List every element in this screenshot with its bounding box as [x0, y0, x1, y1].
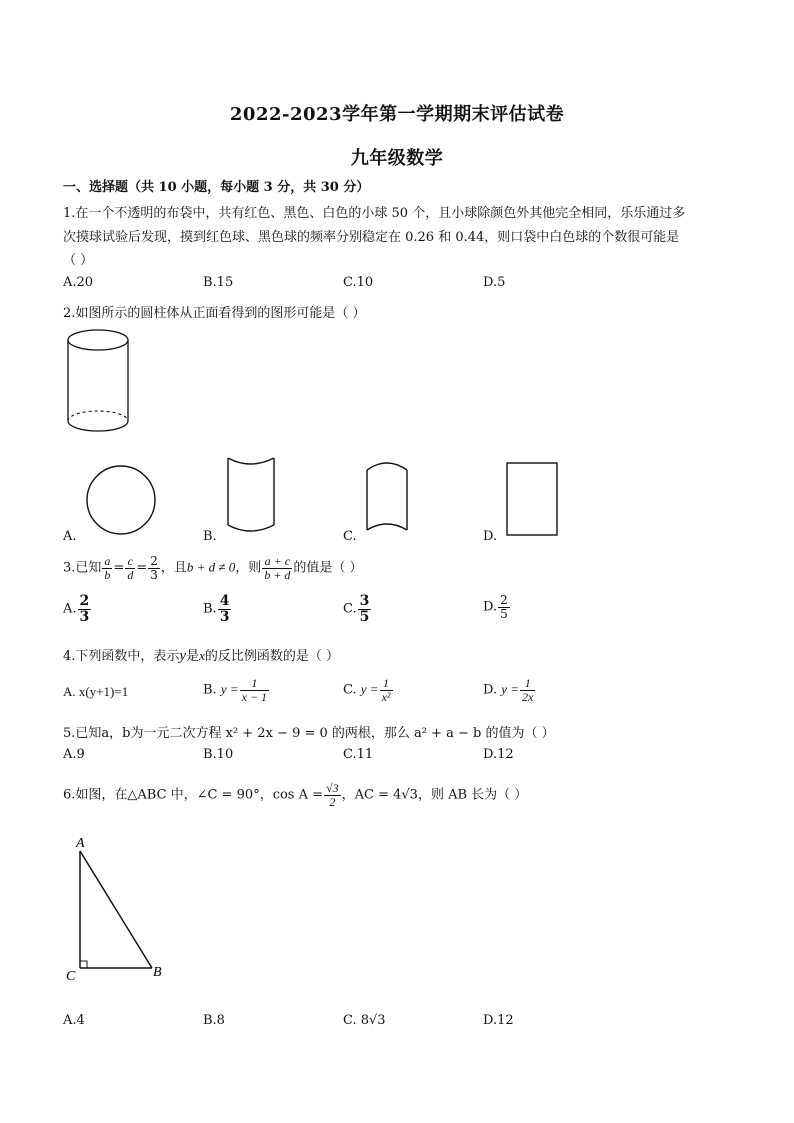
q1-option-c: C.10 [343, 275, 374, 290]
q3-fraction-a-b: $\frac{a}{b}$ [104, 554, 111, 582]
q6-option-a: A.4 [63, 1013, 85, 1028]
option-a-circle-figure [82, 462, 162, 538]
q1-option-a: A.20 [63, 275, 94, 290]
vertex-label-a: A [76, 836, 85, 851]
q6-text: 6.如图，在△ABC 中，∠C = 90°，cos A = $\frac{√3}{2}$ ，AC = 4√3，则 AB 长为（ ） [63, 781, 528, 809]
q4-option-b: B. y = $\frac{1}{x - 1}$ [203, 676, 268, 704]
page-title: 2022-2023学年第一学期期末评估试卷 [229, 104, 565, 125]
q3-target-fraction: $\frac{a + c}{b + d}$ [264, 554, 291, 582]
q2-option-a: A. [63, 529, 77, 544]
q3-text: 3.已知 $\frac{a}{b}$ = $\frac{c}{d}$ = $\frac{2}{3}$ ，且b + d ≠ 0，则 $\frac{a + c}{b + d}$ 的值是（ ） [63, 554, 363, 582]
page-subtitle: 九年级数学 [350, 148, 444, 169]
q6-option-d: D.12 [483, 1013, 514, 1028]
q3-condition: b + d ≠ 0 [186, 559, 236, 575]
q4-text: 4.下列函数中，表示y是x的反比例函数的是（ ） [63, 648, 340, 664]
q3-fraction-c-d: $\frac{c}{d}$ [127, 554, 134, 582]
q2-option-c: C. [343, 529, 357, 544]
option-d-rectangle-figure [502, 460, 562, 540]
vertex-label-b: B [153, 965, 162, 980]
q2-option-d: D. [483, 529, 498, 544]
q3-prefix: 3.已知 [63, 560, 102, 576]
q5-option-b: B.10 [203, 747, 234, 762]
q1-line1: 1.在一个不透明的布袋中，共有红色、黑色、白色的小球 50 个，且小球除颜色外其他完全相同，乐乐通过多 [63, 206, 686, 221]
q6-option-b: B.8 [203, 1013, 225, 1028]
cylinder-figure [60, 325, 140, 440]
q1-line3: （ ） [63, 253, 94, 268]
q5-option-d: D.12 [483, 747, 514, 762]
q5-option-c: C.11 [343, 747, 374, 762]
q4-option-d: D. y = $\frac{1}{2x}$ [483, 676, 534, 704]
q5-option-a: A.9 [63, 747, 85, 762]
q2-option-b: B. [203, 529, 217, 544]
q4-option-a: A. x(y+1)=1 [63, 684, 129, 699]
q6-option-c: C. 8√3 [343, 1013, 386, 1028]
q5-text: 5.已知a，b为一元二次方程 x² + 2x − 9 = 0 的两根，那么 a² + a − b 的值为（ ） [63, 726, 555, 741]
q1-option-d: D.5 [483, 275, 506, 290]
q1-option-b: B.15 [203, 275, 234, 290]
q4-option-c: C. y = $\frac{1}{\text{x²}}$ [343, 676, 391, 704]
q3-option-d: D. $\frac{2}{5}$ [483, 593, 508, 621]
option-b-shape-figure [222, 455, 282, 537]
q3-option-c: C. $\frac{3}{5}$ [343, 593, 370, 625]
vertex-label-c: C [66, 969, 76, 984]
section-header: 一、选择题（共 10 小题，每小题 3 分，共 30 分） [63, 180, 370, 195]
q3-option-a: A. $\frac{2}{3}$ [63, 593, 90, 625]
triangle-abc-figure [60, 835, 180, 985]
q3-option-b: B. $\frac{4}{3}$ [203, 593, 230, 625]
option-c-shape-figure [362, 458, 418, 538]
q6-cos-fraction: $\frac{√3}{2}$ [326, 781, 339, 809]
q1-line2: 次摸球试验后发现，摸到红色球、黑色球的频率分别稳定在 0.26 和 0.44，则口袋中白色球的个数很可能是 [63, 230, 680, 245]
q2-text: 2.如图所示的圆柱体从正面看得到的图形可能是（ ） [63, 306, 366, 321]
q3-fraction-2-3: $\frac{2}{3}$ [150, 554, 158, 582]
